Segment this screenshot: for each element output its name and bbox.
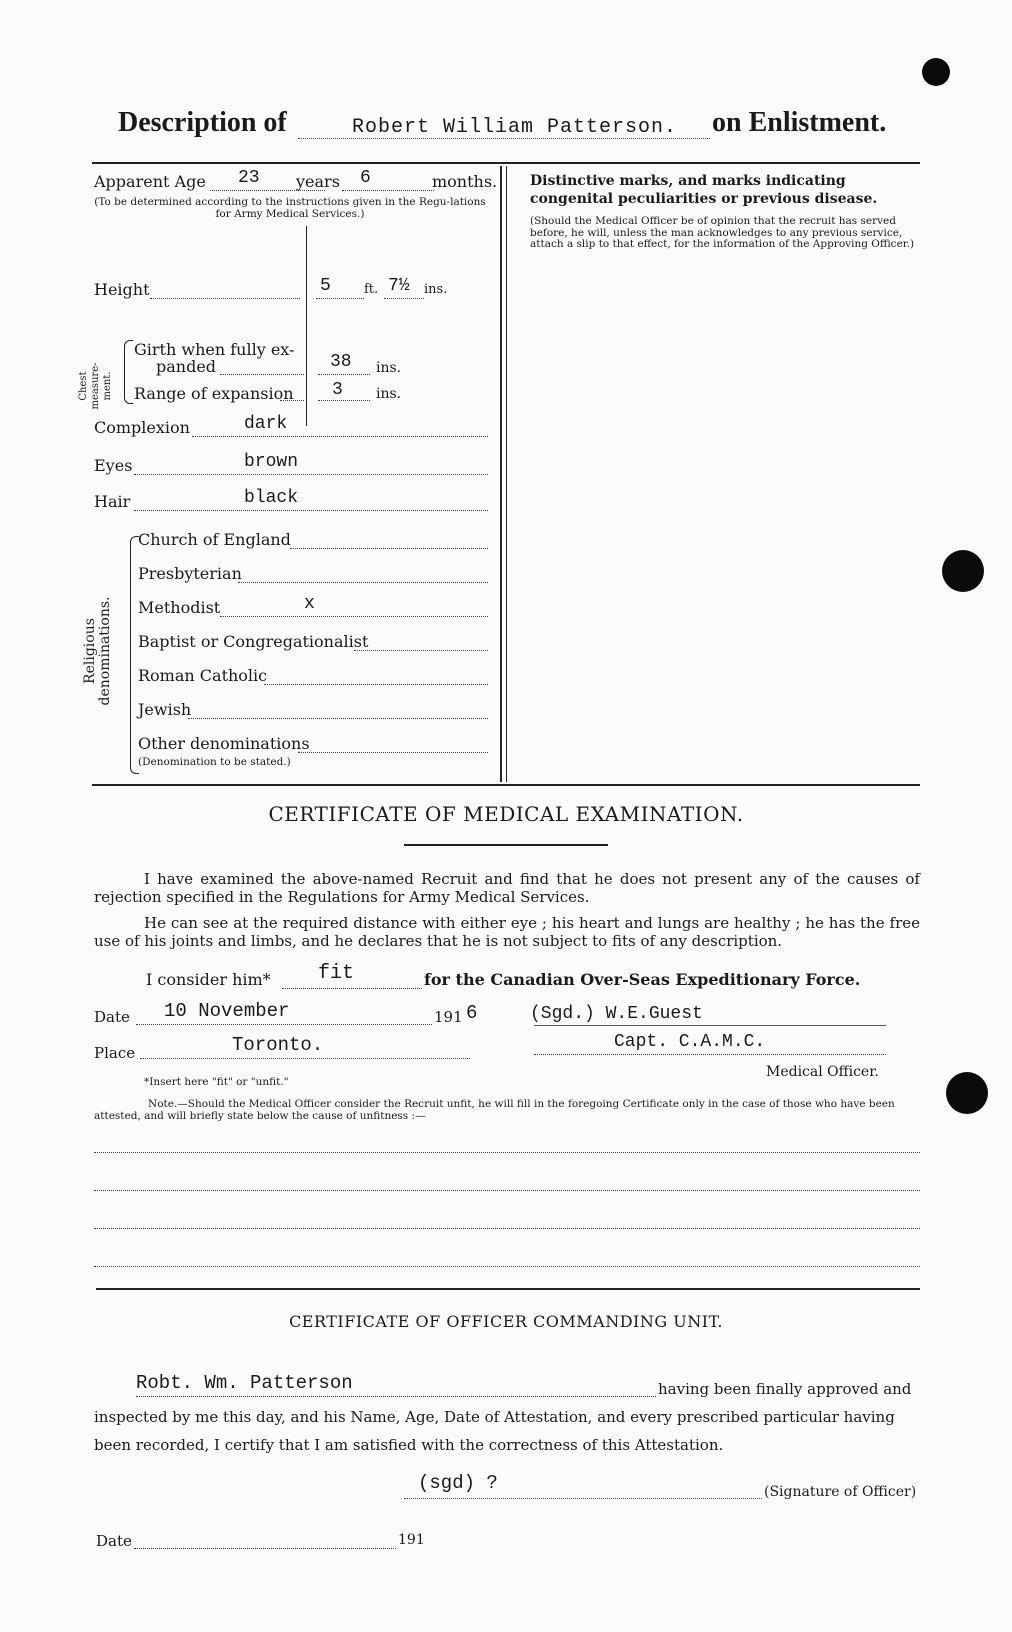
hair-value: black	[244, 488, 299, 508]
medical-title-rule	[404, 844, 608, 846]
unfitness-line	[94, 1266, 920, 1267]
months-label: months.	[432, 172, 498, 191]
distinctive-marks-note: (Should the Medical Officer be of opinion that the recruit has served before, he will, unless the man acknowledges to any previous service, attach a slip to that effect, for the information of the Approving Officer.)	[530, 215, 915, 250]
section-rule	[92, 784, 920, 786]
height-in-line	[384, 298, 424, 299]
commanding-date-year: 191	[398, 1532, 425, 1548]
medical-rank-line	[534, 1054, 886, 1055]
commanding-name-line	[136, 1396, 656, 1397]
height-label: Height	[94, 280, 150, 299]
religion-methodist: Methodist	[138, 598, 221, 617]
ins-label: ins.	[424, 282, 448, 297]
insert-note: *Insert here "fit" or "unfit."	[144, 1076, 289, 1088]
height-in-value: 7½	[388, 276, 410, 296]
girth-unit: ins.	[376, 360, 402, 376]
section-rule	[96, 1288, 920, 1290]
religion-other-note: (Denomination to be stated.)	[138, 756, 291, 768]
unfitness-line	[94, 1190, 920, 1191]
religion-methodist-mark: x	[304, 594, 315, 614]
ft-label: ft.	[364, 282, 379, 297]
heading-prefix: Description of	[118, 107, 287, 138]
height-ft-line	[316, 298, 364, 299]
eyes-label: Eyes	[94, 456, 133, 475]
place-value: Toronto.	[232, 1034, 324, 1056]
religion-line	[354, 650, 488, 651]
distinctive-marks-title: Distinctive marks, and marks indicating congenital peculiarities or previous disease.	[530, 173, 878, 207]
recruit-name: Robert William Patterson.	[352, 116, 678, 139]
hair-line	[134, 510, 488, 511]
girth-label-2: panded	[156, 357, 217, 376]
height-ft-value: 5	[320, 276, 331, 296]
commanding-title: CERTIFICATE OF OFFICER COMMANDING UNIT.	[289, 1312, 723, 1331]
medical-title: CERTIFICATE OF MEDICAL EXAMINATION.	[268, 802, 744, 826]
religion-other: Other denominations	[138, 734, 310, 753]
heading-suffix: on Enlistment.	[712, 107, 887, 138]
unfitness-line	[94, 1228, 920, 1229]
complexion-line	[192, 436, 488, 437]
place-line	[140, 1058, 470, 1059]
chest-side-label: Chest measure-ment.	[78, 362, 113, 410]
religion-baptist: Baptist or Congregationalist	[138, 632, 369, 651]
date-line	[136, 1024, 432, 1025]
commanding-name: Robt. Wm. Patterson	[136, 1372, 353, 1394]
commanding-line-2: inspected by me this day, and his Name, Age, Date of Attestation, and every prescribed particular having	[94, 1408, 895, 1426]
eyes-line	[134, 474, 488, 475]
consider-value: fit	[318, 962, 355, 985]
column-divider	[506, 166, 507, 782]
commanding-date-label: Date	[96, 1532, 132, 1550]
age-label: Apparent Age	[94, 172, 206, 191]
religion-side-label: Religious denominations.	[82, 596, 113, 706]
date-label: Date	[94, 1008, 130, 1026]
commanding-date-line	[134, 1548, 396, 1549]
range-label: Range of expansion	[134, 384, 294, 403]
punch-hole	[922, 58, 950, 86]
religion-line	[220, 616, 488, 617]
hair-label: Hair	[94, 492, 131, 511]
consider-line	[282, 988, 422, 989]
religion-line	[238, 582, 488, 583]
age-months-value: 6	[360, 168, 371, 188]
complexion-value: dark	[244, 414, 288, 434]
top-rule	[92, 162, 920, 164]
place-label: Place	[94, 1044, 136, 1062]
girth-value-line	[318, 374, 370, 375]
age-years-value: 23	[238, 168, 260, 188]
commanding-signature: (sgd) ?	[418, 1472, 498, 1494]
punch-hole	[942, 550, 984, 592]
height-divider	[306, 226, 307, 426]
commanding-line-3: been recorded, I certify that I am satisfied with the correctness of this Attestation.	[94, 1436, 724, 1454]
range-value: 3	[332, 380, 343, 400]
religion-jewish: Jewish	[138, 700, 192, 719]
commanding-signature-line	[404, 1498, 762, 1499]
religion-line	[264, 684, 488, 685]
medical-paragraph-1: I have examined the above-named Recruit and find that he does not present any of the causes of rejection specified in the Regulations for Army Medical Services.	[94, 870, 920, 906]
range-line	[280, 400, 304, 401]
medical-rank: Capt. C.A.M.C.	[614, 1032, 766, 1052]
religion-line	[298, 752, 488, 753]
years-label: years	[296, 172, 340, 191]
age-months-line	[342, 190, 434, 191]
height-line	[150, 298, 300, 299]
girth-line	[220, 374, 304, 375]
eyes-value: brown	[244, 452, 299, 472]
medical-paragraph-2: He can see at the required distance with either eye ; his heart and lungs are healthy ; he has the free use of his joints and limbs, and he declares that he is not subject to fits of any description.	[94, 914, 920, 950]
commanding-line-1: having been finally approved and	[658, 1380, 912, 1398]
column-divider	[500, 166, 502, 782]
religion-line	[290, 548, 488, 549]
chest-bracket	[124, 340, 133, 404]
commanding-signature-label: (Signature of Officer)	[764, 1484, 917, 1500]
range-unit: ins.	[376, 386, 402, 402]
year-digit: 6	[466, 1002, 478, 1024]
consider-suffix: for the Canadian Over-Seas Expeditionary Force.	[424, 970, 861, 989]
unfit-note: Note.—Should the Medical Officer consider the Recruit unfit, he will fill in the foregoing Certificate only in the case of those who have been attested, and will briefly state below the cause of unfitness :—	[94, 1098, 895, 1122]
religion-presbyterian: Presbyterian	[138, 564, 242, 583]
medical-signature-line	[534, 1025, 886, 1026]
range-value-line	[318, 400, 370, 401]
religion-line	[188, 718, 488, 719]
age-note: (To be determined according to the instructions given in the Regu-lations for Army Medical Services.)	[94, 196, 486, 220]
punch-hole	[946, 1072, 988, 1114]
religion-roman-catholic: Roman Catholic	[138, 666, 268, 685]
date-value: 10 November	[164, 1000, 290, 1022]
religion-church-of-england: Church of England	[138, 530, 291, 549]
medical-signature: (Sgd.) W.E.Guest	[530, 1004, 703, 1024]
year-prefix: 191	[434, 1008, 463, 1026]
medical-officer-label: Medical Officer.	[766, 1064, 879, 1080]
girth-label-1: Girth when fully ex-	[134, 340, 295, 359]
unfitness-line	[94, 1152, 920, 1153]
consider-prefix: I consider him*	[146, 970, 271, 989]
complexion-label: Complexion	[94, 418, 190, 437]
girth-value: 38	[330, 352, 352, 372]
